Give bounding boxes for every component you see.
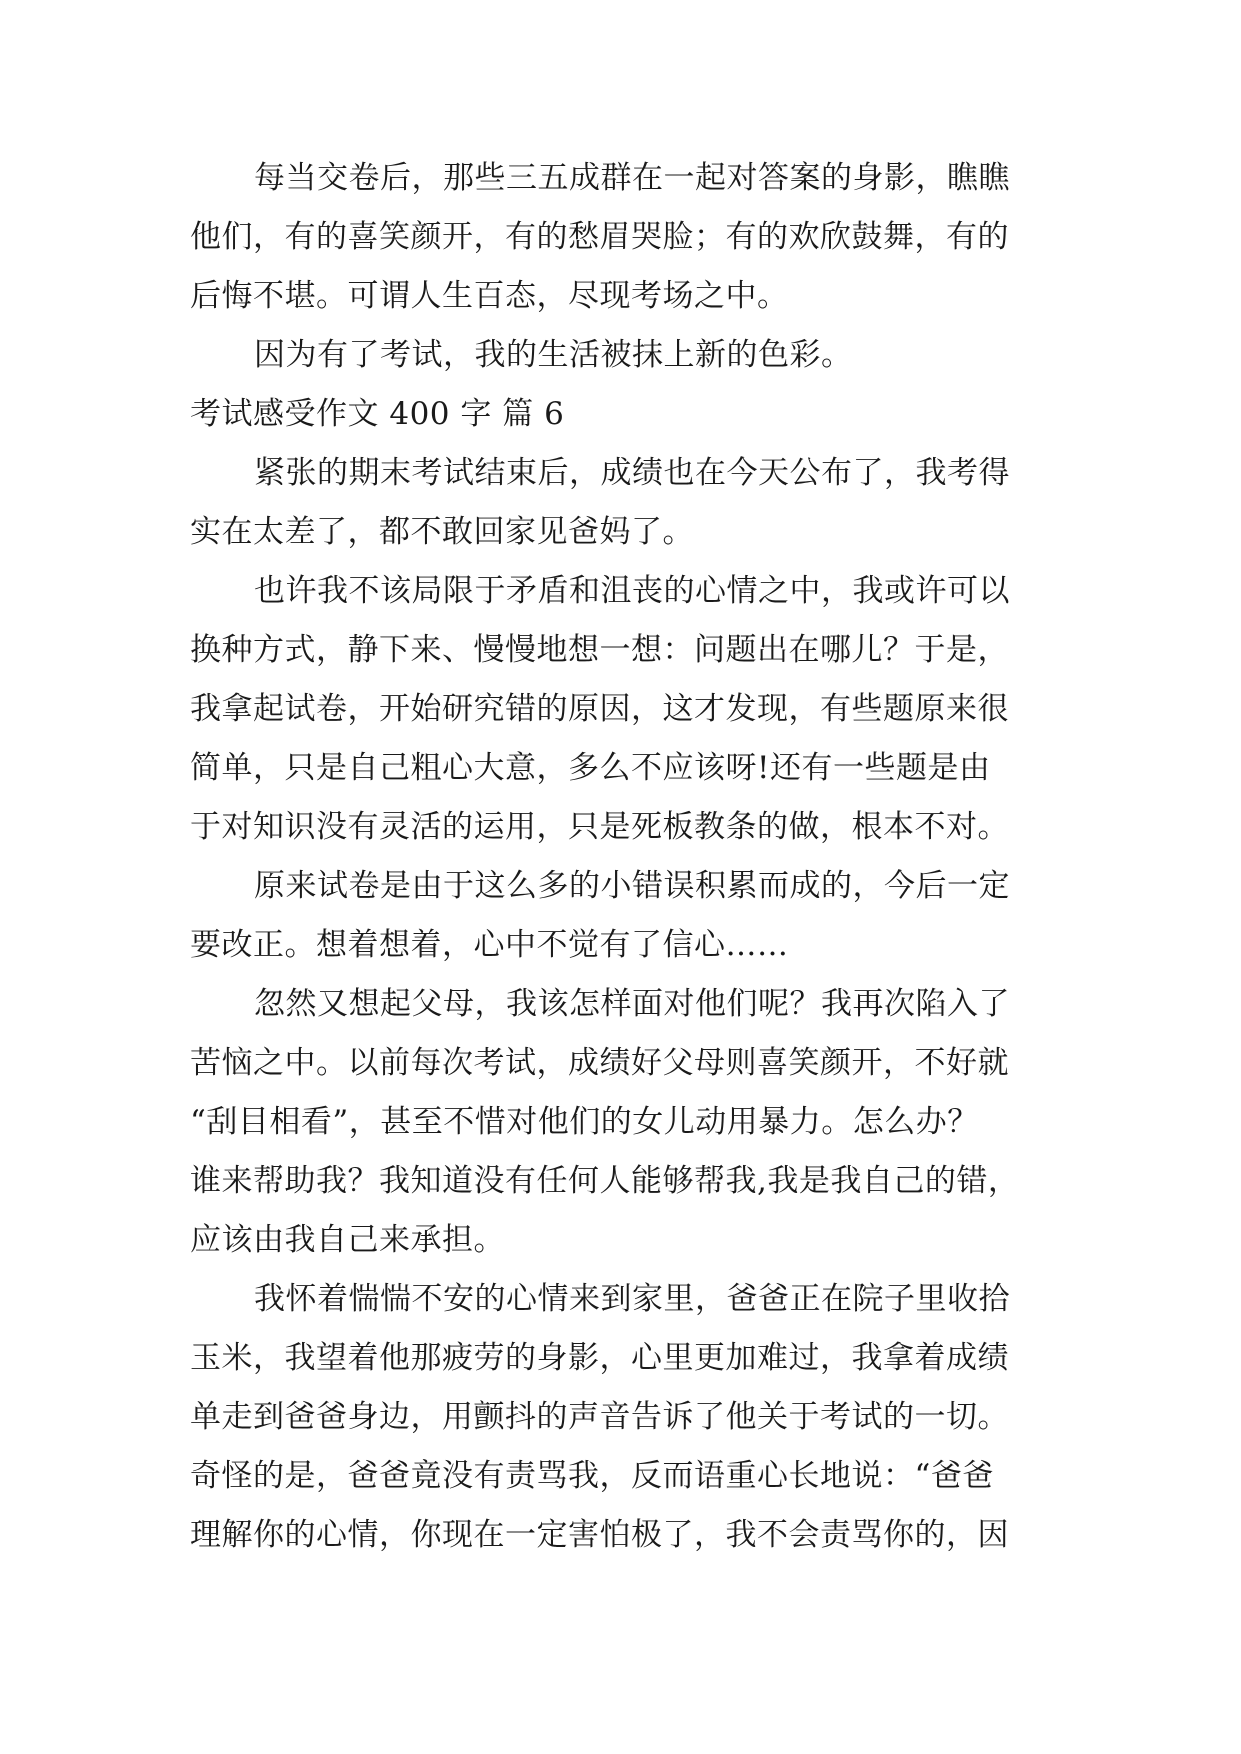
paragraph-line: 原来试卷是由于这么多的小错误积累而成的，今后一定	[254, 868, 1010, 904]
paragraph-line: 应该由我自己来承担。	[190, 1222, 505, 1258]
paragraph-line: 简单，只是自己粗心大意，多么不应该呀!还有一些题是由	[190, 750, 991, 786]
paragraph-line: 玉米，我望着他那疲劳的身影，心里更加难过，我拿着成绩	[190, 1340, 1009, 1376]
paragraph-line: 我拿起试卷，开始研究错的原因，这才发现，有些题原来很	[190, 691, 1009, 727]
paragraph-line: 单走到爸爸身边，用颤抖的声音告诉了他关于考试的一切。	[190, 1399, 1009, 1435]
paragraph-line: 奇怪的是，爸爸竟没有责骂我，反而语重心长地说：“爸爸	[190, 1458, 994, 1494]
paragraph-line: 要改正。想着想着，心中不觉有了信心……	[190, 927, 789, 963]
paragraph-line: 每当交卷后，那些三五成群在一起对答案的身影，瞧瞧	[254, 160, 1010, 196]
paragraph-line: 于对知识没有灵活的运用，只是死板教条的做，根本不对。	[190, 809, 1009, 845]
paragraph-line: 换种方式，静下来、慢慢地想一想：问题出在哪儿？于是，	[190, 632, 1009, 668]
paragraph-line: 苦恼之中。以前每次考试，成绩好父母则喜笑颜开，不好就	[190, 1045, 1009, 1081]
section-heading: 考试感受作文 400 字 篇 6	[190, 396, 565, 432]
paragraph-line: 因为有了考试，我的生活被抹上新的色彩。	[254, 337, 853, 373]
paragraph-line: 后悔不堪。可谓人生百态，尽现考场之中。	[190, 278, 789, 314]
paragraph-line: 忽然又想起父母，我该怎样面对他们呢？我再次陷入了	[254, 986, 1010, 1022]
paragraph-line: 实在太差了，都不敢回家见爸妈了。	[190, 514, 694, 550]
paragraph-line: 谁来帮助我？我知道没有任何人能够帮我,我是我自己的错，	[190, 1163, 1020, 1199]
paragraph-line: 他们，有的喜笑颜开，有的愁眉哭脸；有的欢欣鼓舞，有的	[190, 219, 1009, 255]
paragraph-line: 理解你的心情，你现在一定害怕极了，我不会责骂你的，因	[190, 1517, 1009, 1553]
paragraph-line: 我怀着惴惴不安的心情来到家里，爸爸正在院子里收拾	[254, 1281, 1010, 1317]
paragraph-line: 也许我不该局限于矛盾和沮丧的心情之中，我或许可以	[254, 573, 1010, 609]
paragraph-line: “刮目相看”，甚至不惜对他们的女儿动用暴力。怎么办？	[190, 1104, 979, 1140]
paragraph-line: 紧张的期末考试结束后，成绩也在今天公布了，我考得	[254, 455, 1010, 491]
